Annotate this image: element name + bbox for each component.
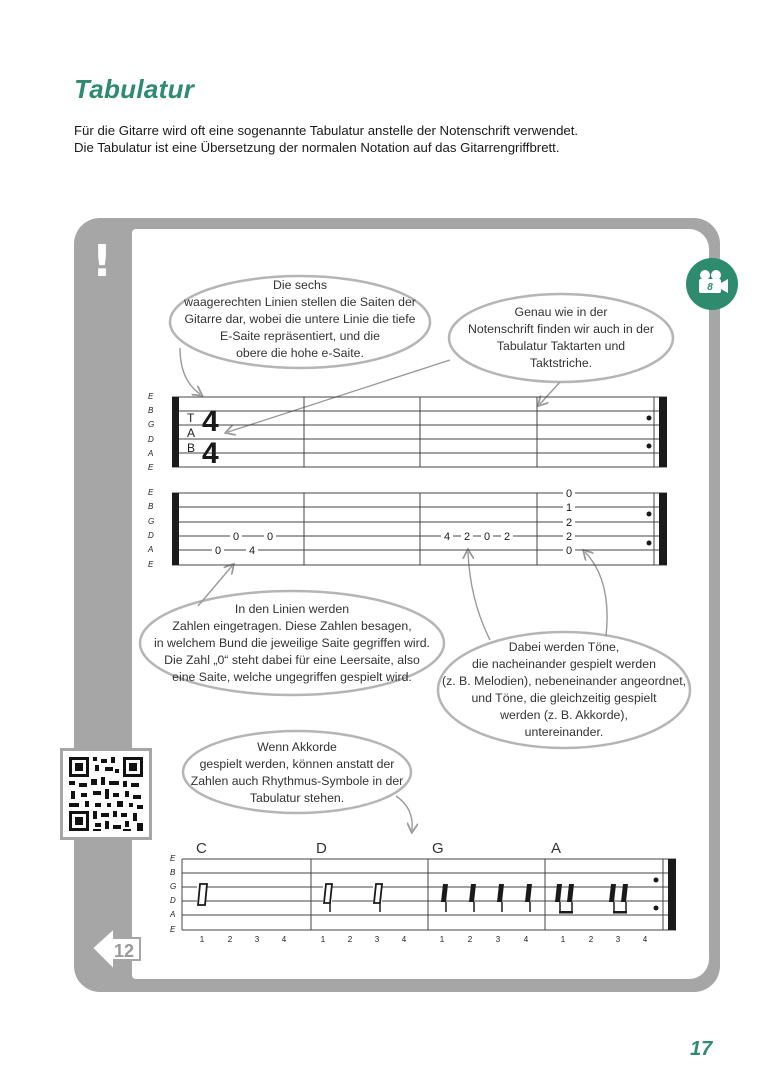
rhythm-quarter-notes: [441, 884, 532, 912]
fret-number: 2: [565, 517, 573, 529]
string-name: E: [148, 488, 154, 497]
string-name: A: [148, 449, 154, 458]
fret-number: 0: [565, 488, 573, 500]
chord-name: A: [551, 840, 562, 857]
beat-count: 3: [495, 935, 501, 944]
beat-count: 1: [199, 935, 205, 944]
string-name: E: [170, 925, 176, 934]
fret-number: 0: [214, 545, 222, 557]
beat-count: 4: [281, 935, 287, 944]
arrow-timesig-b: [540, 382, 560, 404]
fret-number: 2: [463, 531, 471, 543]
string-name: G: [148, 517, 155, 526]
fret-number: 2: [565, 531, 573, 543]
bubble-numbers-text: In den Linien werden Zahlen eingetragen. Diese Zahlen besagen, in welchem Bund die jeweilige Saite gegriffen wird. Die Zahl „0“ steht dabei für eine Leersaite, also eine Saite, welche ungegriffen gespielt wird.: [154, 602, 430, 684]
fret-number: 0: [266, 531, 274, 543]
fret-number: 0: [232, 531, 240, 543]
page-number: 17: [690, 1038, 713, 1060]
string-name: E: [148, 463, 154, 472]
chord-name: D: [316, 840, 327, 857]
beat-count: 4: [401, 935, 407, 944]
beat-count: 2: [347, 935, 353, 944]
beat-count: 1: [560, 935, 566, 944]
string-name: E: [170, 854, 176, 863]
fret-number: 4: [443, 531, 451, 543]
beat-count: 1: [439, 935, 445, 944]
tab-letter: A: [187, 426, 196, 440]
time-signature-top: 4: [202, 405, 219, 438]
bubble-lines-text: Die sechs waagerechten Linien stellen die Saiten der Gitarre dar, wobei die untere Linie die tiefe E-Saite repräsentiert, und die obere die hohe e-Saite.: [184, 278, 416, 360]
arrow-timesig-a: [228, 360, 450, 432]
video-number: 8: [707, 282, 713, 293]
beat-count: 4: [523, 935, 529, 944]
beat-count: 4: [642, 935, 648, 944]
string-name: D: [170, 896, 176, 905]
string-name: G: [148, 420, 155, 429]
fret-number: 0: [565, 545, 573, 557]
string-name: E: [148, 560, 154, 569]
string-name: B: [148, 406, 154, 415]
fret-number: 1: [565, 502, 573, 514]
rhythm-whole-note: [197, 884, 207, 905]
rhythm-eighth-notes: [555, 884, 628, 914]
string-name: A: [170, 910, 176, 919]
string-name: D: [148, 435, 154, 444]
chord-name: C: [196, 840, 207, 857]
beat-count: 2: [588, 935, 594, 944]
back-page-number: 12: [113, 941, 135, 961]
page-title: Tabulatur: [74, 74, 195, 104]
fret-number: 4: [248, 545, 256, 557]
bubble-chords-text: Dabei werden Töne, die nacheinander gespielt werden (z. B. Melodien), nebeneinander angeordnet, und Töne, die gleichzeitig gespielt werden (z. B. Akkorde), untereinander.: [441, 640, 687, 739]
intro-line-2: Die Tabulatur ist eine Übersetzung der normalen Notation auf das Gitarrengriffbrett.: [74, 140, 560, 155]
beat-count: 2: [227, 935, 233, 944]
string-name: D: [148, 531, 154, 540]
tab-staff-3: [169, 840, 676, 944]
tab-letter: B: [187, 441, 196, 455]
fret-number: 0: [483, 531, 491, 543]
beat-count: 3: [374, 935, 380, 944]
tab-letter: T: [187, 411, 195, 425]
bubble-rhythm-text: Wenn Akkorde gespielt werden, können anstatt der Zahlen auch Rhythmus-Symbole in der Tabulatur stehen.: [190, 740, 404, 805]
string-name: B: [148, 502, 154, 511]
exclamation-icon: !: [92, 236, 113, 287]
bubble-timesig-text: Genau wie in der Notenschrift finden wir auch in der Tabulatur Taktarten und Taktstriche.: [468, 305, 654, 370]
intro-line-1: Für die Gitarre wird oft eine sogenannte Tabulatur anstelle der Notenschrift verwendet.: [74, 123, 579, 138]
beat-count: 3: [254, 935, 260, 944]
fret-number: 2: [503, 531, 511, 543]
string-name: G: [170, 882, 177, 891]
beat-count: 2: [467, 935, 473, 944]
tab-staff-1: [147, 392, 667, 472]
rhythm-half-notes: [323, 884, 382, 912]
string-name: A: [148, 545, 154, 554]
chord-name: G: [432, 840, 444, 857]
string-name: E: [148, 392, 154, 401]
string-name: B: [170, 868, 176, 877]
beat-count: 1: [320, 935, 326, 944]
time-signature-bottom: 4: [202, 437, 219, 470]
beat-count: 3: [615, 935, 621, 944]
